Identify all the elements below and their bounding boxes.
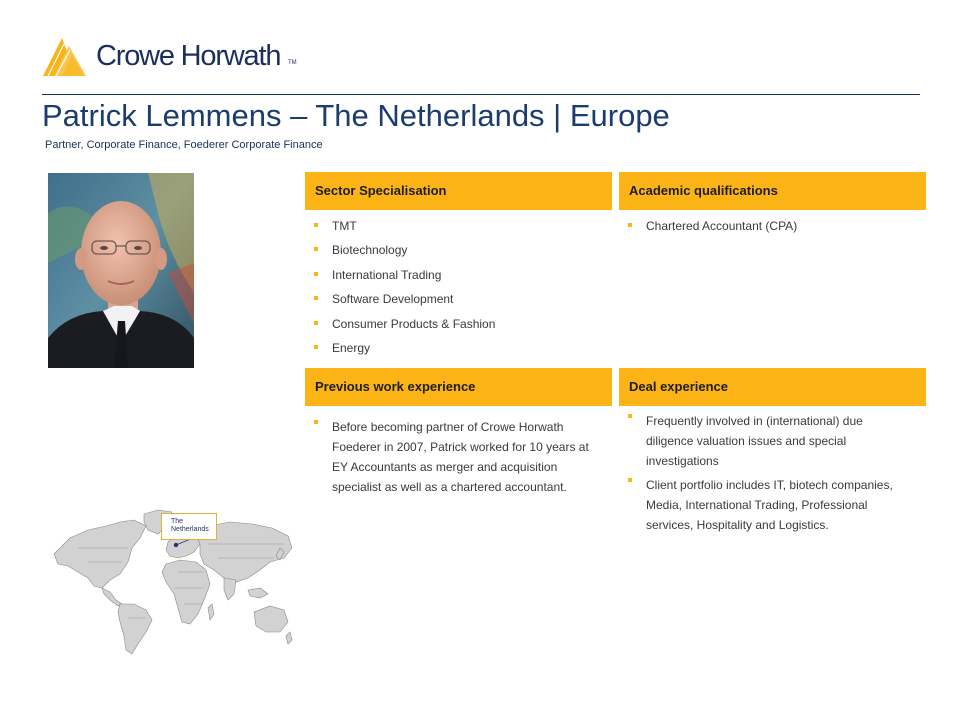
page-subtitle: Partner, Corporate Finance, Foederer Corporate Finance [45, 139, 323, 151]
sector-item: Software Development [305, 292, 612, 316]
bullet-icon [314, 420, 318, 424]
sector-specialisation-panel [305, 172, 612, 365]
map-label-line1: The [171, 518, 184, 525]
map-callout [161, 513, 217, 540]
bullet-icon [628, 414, 632, 418]
logo-peaks-icon [42, 34, 90, 78]
portrait-photo [48, 173, 194, 368]
sector-item: Biotechnology [305, 243, 612, 267]
bullet-icon [628, 223, 632, 227]
deal-heading: Deal experience [619, 368, 926, 406]
logo-wordmark: Crowe Horwath [96, 40, 281, 72]
previous-item: Before becoming partner of Crowe Horwath Foederer in 2007, Patrick worked for 10 years at EY Accountants as merger and acquisition specialist as well as a chartered accountant. [305, 417, 612, 497]
sector-item: Energy [305, 341, 612, 365]
logo-trademark: TM [288, 60, 297, 66]
deal-item: Frequently involved in (international) due diligence valuation issues and special investigations [619, 411, 926, 471]
deal-experience-panel [619, 368, 926, 539]
page-title: Patrick Lemmens – The Netherlands | Europe [42, 98, 670, 133]
sector-heading: Sector Specialisation [305, 172, 612, 210]
academic-item: Chartered Accountant (CPA) [619, 219, 926, 233]
previous-work-panel [305, 368, 612, 497]
map-label-line2: Netherlands [171, 526, 209, 533]
bullet-icon [628, 478, 632, 482]
previous-heading: Previous work experience [305, 368, 612, 406]
academic-qualifications-panel [619, 172, 926, 233]
bullet-icon [314, 296, 318, 300]
sector-item: Consumer Products & Fashion [305, 317, 612, 341]
sector-item: International Trading [305, 268, 612, 292]
bullet-icon [314, 223, 318, 227]
bullet-icon [314, 321, 318, 325]
sector-item: TMT [305, 219, 612, 243]
bullet-icon [314, 272, 318, 276]
bullet-icon [314, 247, 318, 251]
bullet-icon [314, 345, 318, 349]
deal-item: Client portfolio includes IT, biotech companies, Media, International Trading, Professional services, Hospitality and Logistics. [619, 475, 926, 535]
academic-heading: Academic qualifications [619, 172, 926, 210]
header-divider [42, 94, 920, 95]
crowe-horwath-logo [42, 34, 302, 80]
